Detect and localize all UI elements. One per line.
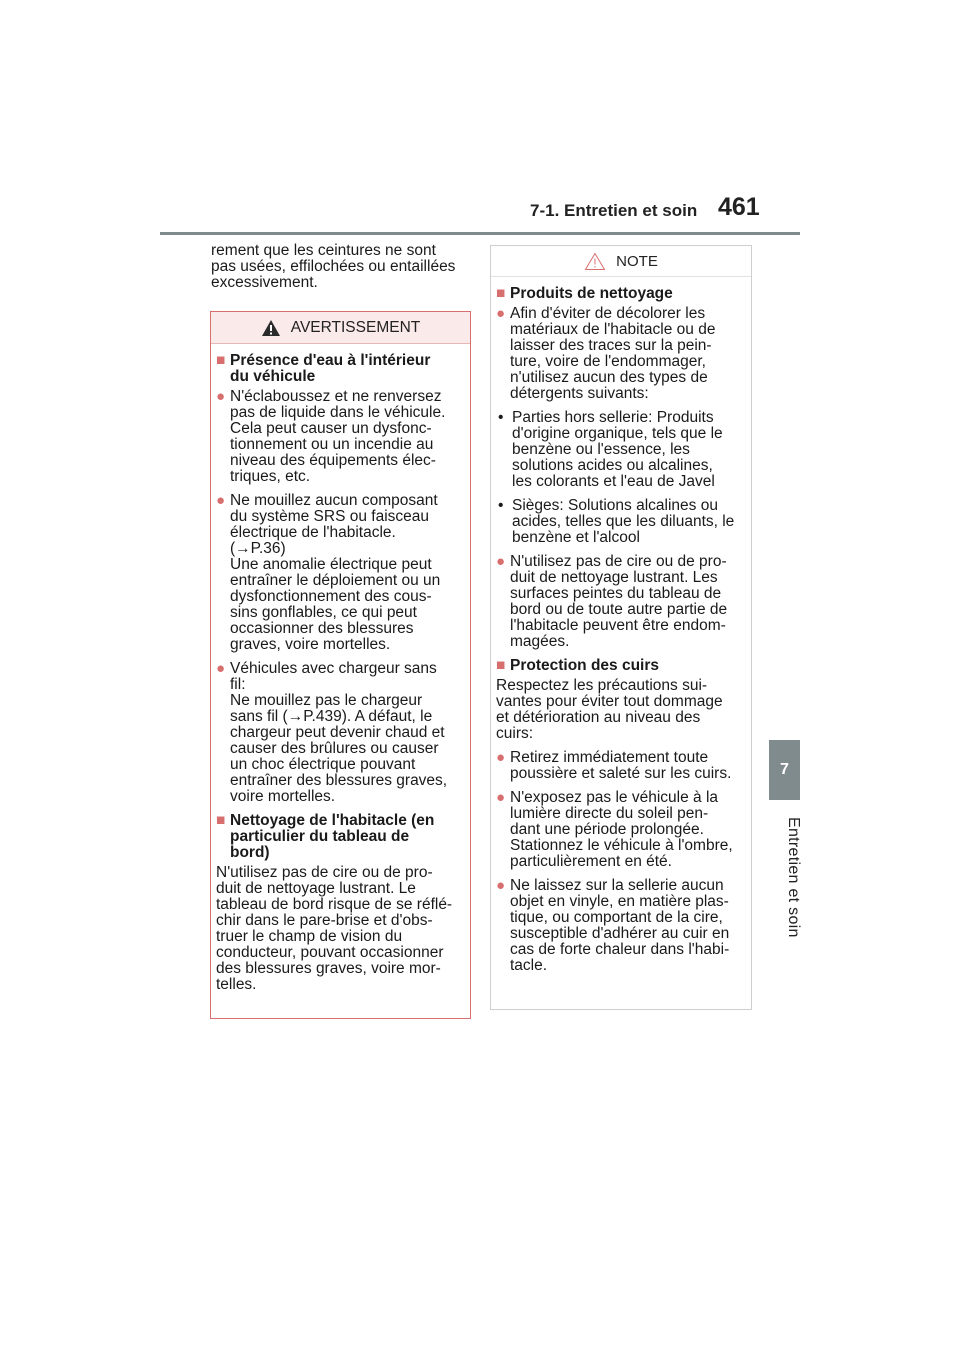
warning-triangle-icon [261, 319, 281, 337]
intro-text: rement que les ceintures ne sont pas usées, effilochées ou entaillées excessivement. [211, 242, 456, 291]
list-item-text: N'utilisez pas de cire ou de pro- duit de nettoyage lustrant. Les surfaces peintes du tableau de bord ou de toute autre partie de l'habitacle peuvent être endom- magées. [510, 553, 728, 650]
note-section-leather [496, 658, 747, 674]
warning-section-cleaning [216, 813, 466, 861]
list-item [496, 306, 747, 402]
warning-section-water-title: Présence d'eau à l'intérieur du véhicule [230, 352, 431, 385]
warning-header [211, 312, 470, 344]
note-title: NOTE [616, 252, 658, 270]
list-item [496, 498, 747, 546]
list-item [496, 750, 747, 782]
list-item [216, 389, 466, 485]
list-item [496, 554, 747, 650]
dot-bullet: • [498, 497, 504, 514]
list-item-text: N'éclaboussez et ne renversez pas de liquide dans le véhicule. Cela peut causer un dysfonc- tionnement ou un incendie au niveau des équipements élec- triques, etc. [230, 388, 446, 485]
note-box [490, 245, 752, 1010]
list-item-text: Véhicules avec chargeur sans fil: Ne mouillez pas le chargeur sans fil (→P.439). A défaut, le chargeur peut devenir chaud et causer des brûlures ou causer un choc électrique pouvant entraîner des blessures graves, voire mortelles. [230, 660, 448, 805]
square-bullet-icon: ■ [496, 657, 506, 674]
note-leather-text: Respectez les précautions sui- vantes pour éviter tout dommage et détérioration au niveau des cuirs: [496, 677, 723, 742]
caution-triangle-icon [584, 252, 606, 271]
chapter-tab[interactable] [769, 740, 800, 800]
note-section-leather-title: Protection des cuirs [510, 657, 660, 674]
circle-bullet-icon: ● [216, 492, 226, 509]
section-title: 7-1. Entretien et soin [530, 201, 698, 220]
warning-box [210, 311, 471, 1019]
warning-title: AVERTISSEMENT [290, 318, 421, 336]
warning-cleaning-text: N'utilisez pas de cire ou de pro- duit de nettoyage lustrant. Le tableau de bord risque de se réflé- chir dans le pare-brise et d'obs- truer le champ de vision du conducteur, pouvant occasionner des blessures graves, voire mor- telles. [216, 864, 453, 993]
warning-section-cleaning-title: Nettoyage de l'habitacle (en particulier du tableau de bord) [230, 812, 435, 861]
page-number: 461 [718, 193, 760, 221]
circle-bullet-icon: ● [216, 388, 226, 405]
circle-bullet-icon: ● [496, 789, 506, 806]
circle-bullet-icon: ● [216, 660, 226, 677]
list-item-text: Ne mouillez aucun composant du système SRS ou faisceau électrique de l'habitacle. (→P.36) Une anomalie électrique peut entraîner le déploiement ou un dysfonctionnement des cous- sins gonflables, ce qui peut occasionner des blessures graves, voire mortelles. [230, 492, 441, 653]
list-item [216, 661, 466, 805]
list-item [496, 410, 747, 490]
list-item [496, 790, 747, 870]
dot-bullet: • [498, 409, 504, 426]
chapter-label: Entretien et soin [785, 817, 802, 938]
list-item-text: Retirez immédiatement toute poussière et saleté sur les cuirs. [510, 749, 732, 782]
list-item [496, 878, 747, 974]
note-section-cleaning-products [496, 286, 747, 302]
circle-bullet-icon: ● [496, 749, 506, 766]
chapter-tab-number: 7 [780, 761, 789, 778]
circle-bullet-icon: ● [496, 305, 506, 322]
list-item-text: N'exposez pas le véhicule à la lumière directe du soleil pen- dant une période prolongée. Stationnez le véhicule à l'ombre, particulièrement en été. [510, 789, 733, 870]
note-section-cleaning-products-title: Produits de nettoyage [510, 285, 673, 302]
list-item-text: Sièges: Solutions alcalines ou acides, telles que les diluants, le benzène et l'alcool [512, 497, 735, 546]
square-bullet-icon: ■ [496, 285, 506, 302]
list-item-text: Ne laissez sur la sellerie aucun objet en vinyle, en matière plas- tique, ou comportant de la cire, susceptible d'adhérer au cuir en cas de forte chaleur dans l'habi- tacle. [510, 877, 730, 974]
list-item [216, 493, 466, 653]
square-bullet-icon: ■ [216, 352, 226, 369]
note-header [491, 246, 751, 277]
list-item-text: Parties hors sellerie: Produits d'origine organique, tels que le benzène ou l'essence, les solutions acides ou alcalines, les colorants et l'eau de Javel [512, 409, 723, 490]
circle-bullet-icon: ● [496, 553, 506, 570]
square-bullet-icon: ■ [216, 812, 226, 829]
warning-section-water [216, 353, 466, 385]
circle-bullet-icon: ● [496, 877, 506, 894]
list-item-text: Afin d'éviter de décolorer les matériaux de l'habitacle ou de laisser des traces sur la pein- ture, voire de l'endommager, n'utilisez aucun des types de détergents suivants: [510, 305, 716, 402]
header-rule [160, 232, 800, 235]
